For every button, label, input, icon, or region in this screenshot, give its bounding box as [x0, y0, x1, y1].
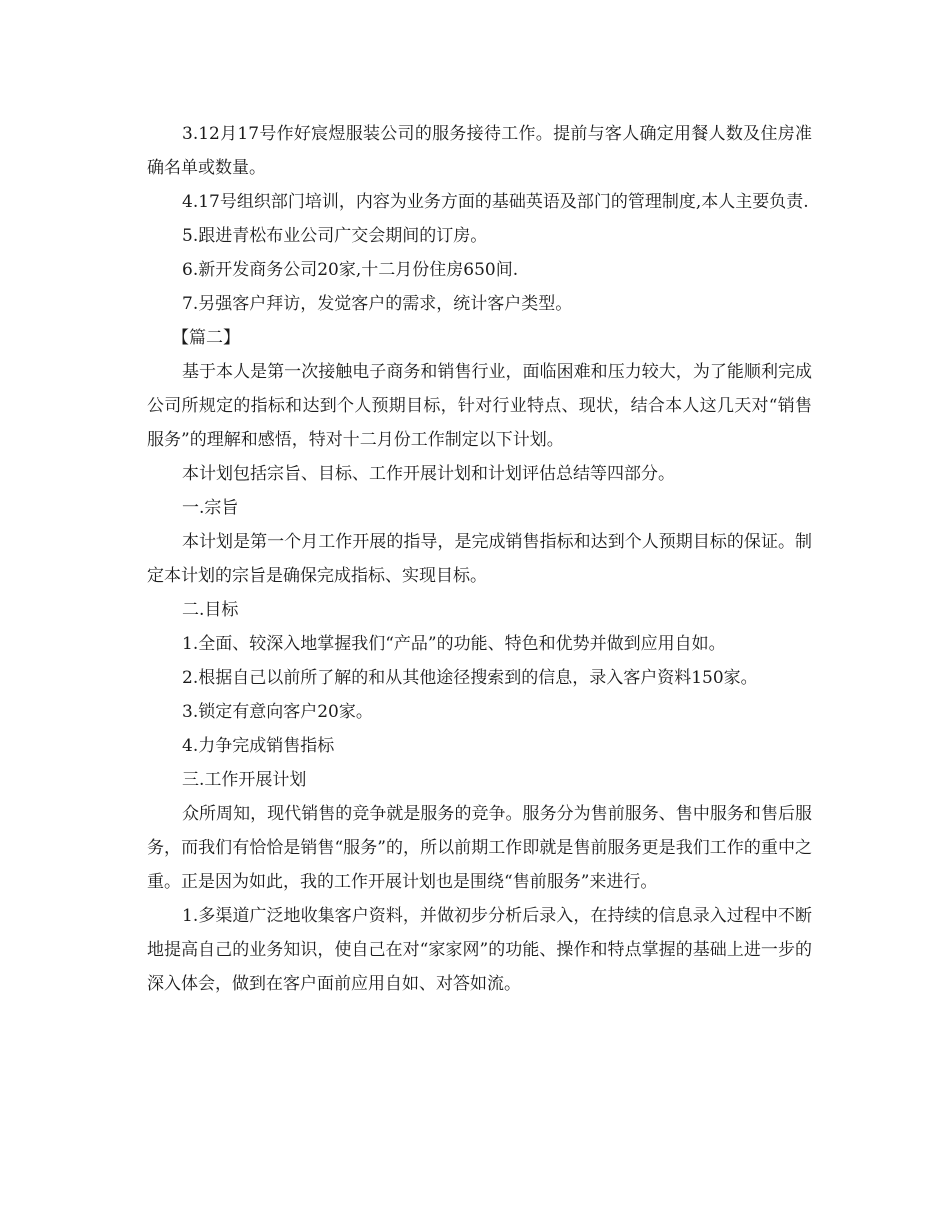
section-heading-part-two: 【篇二】: [172, 328, 240, 348]
work-plan-item-1: 1.多渠道广泛地收集客户资料，并做初步分析后录入，在持续的信息录入过程中不断地提高自己的业务知识，使自己在对“家家网”的功能、操作和特点掌握的基础上进一步的深入体会，做到在客户面前应用自如、对答如流。: [147, 906, 812, 994]
paragraph-purpose: 本计划是第一个月工作开展的指导，是完成销售指标和达到个人预期目标的保证。制定本计划的宗旨是确保完成指标、实现目标。: [147, 532, 812, 586]
document-body: [147, 117, 812, 1001]
heading-purpose: 一.宗旨: [182, 498, 239, 518]
paragraph-item-6: 6.新开发商务公司20家,十二月份住房650间.: [182, 260, 519, 280]
paragraph-item-7: 7.另强客户拜访，发觉客户的需求，统计客户类型。: [182, 294, 573, 314]
goal-item-1: 1.全面、较深入地掌握我们“产品”的功能、特色和优势并做到应用自如。: [182, 634, 726, 654]
goal-item-3: 3.锁定有意向客户20家。: [182, 702, 373, 722]
paragraph-item-4: 4.17号组织部门培训，内容为业务方面的基础英语及部门的管理制度,本人主要负责.: [182, 192, 809, 212]
goal-item-4: 4.力争完成销售指标: [182, 736, 335, 756]
paragraph-item-5: 5.跟进青松布业公司广交会期间的订房。: [182, 226, 488, 246]
paragraph-plan-scope: 本计划包括宗旨、目标、工作开展计划和计划评估总结等四部分。: [182, 464, 675, 484]
paragraph-intro: 基于本人是第一次接触电子商务和销售行业，面临困难和压力较大，为了能顺利完成公司所规定的指标和达到个人预期目标，针对行业特点、现状，结合本人这几天对“销售服务”的理解和感悟，特对十二月份工作制定以下计划。: [147, 362, 812, 450]
heading-work-plan: 三.工作开展计划: [182, 770, 307, 790]
paragraph-work-plan: 众所周知，现代销售的竞争就是服务的竞争。服务分为售前服务、售中服务和售后服务，而我们有恰恰是销售“服务”的，所以前期工作即就是售前服务更是我们工作的重中之重。正是因为如此，我的工作开展计划也是围绕“售前服务”来进行。: [147, 804, 812, 892]
heading-goals: 二.目标: [182, 600, 239, 620]
goal-item-2: 2.根据自己以前所了解的和从其他途径搜索到的信息，录入客户资料150家。: [182, 668, 758, 688]
paragraph-item-3: 3.12月17号作好宸煜服装公司的服务接待工作。提前与客人确定用餐人数及住房准确名单或数量。: [147, 124, 812, 178]
